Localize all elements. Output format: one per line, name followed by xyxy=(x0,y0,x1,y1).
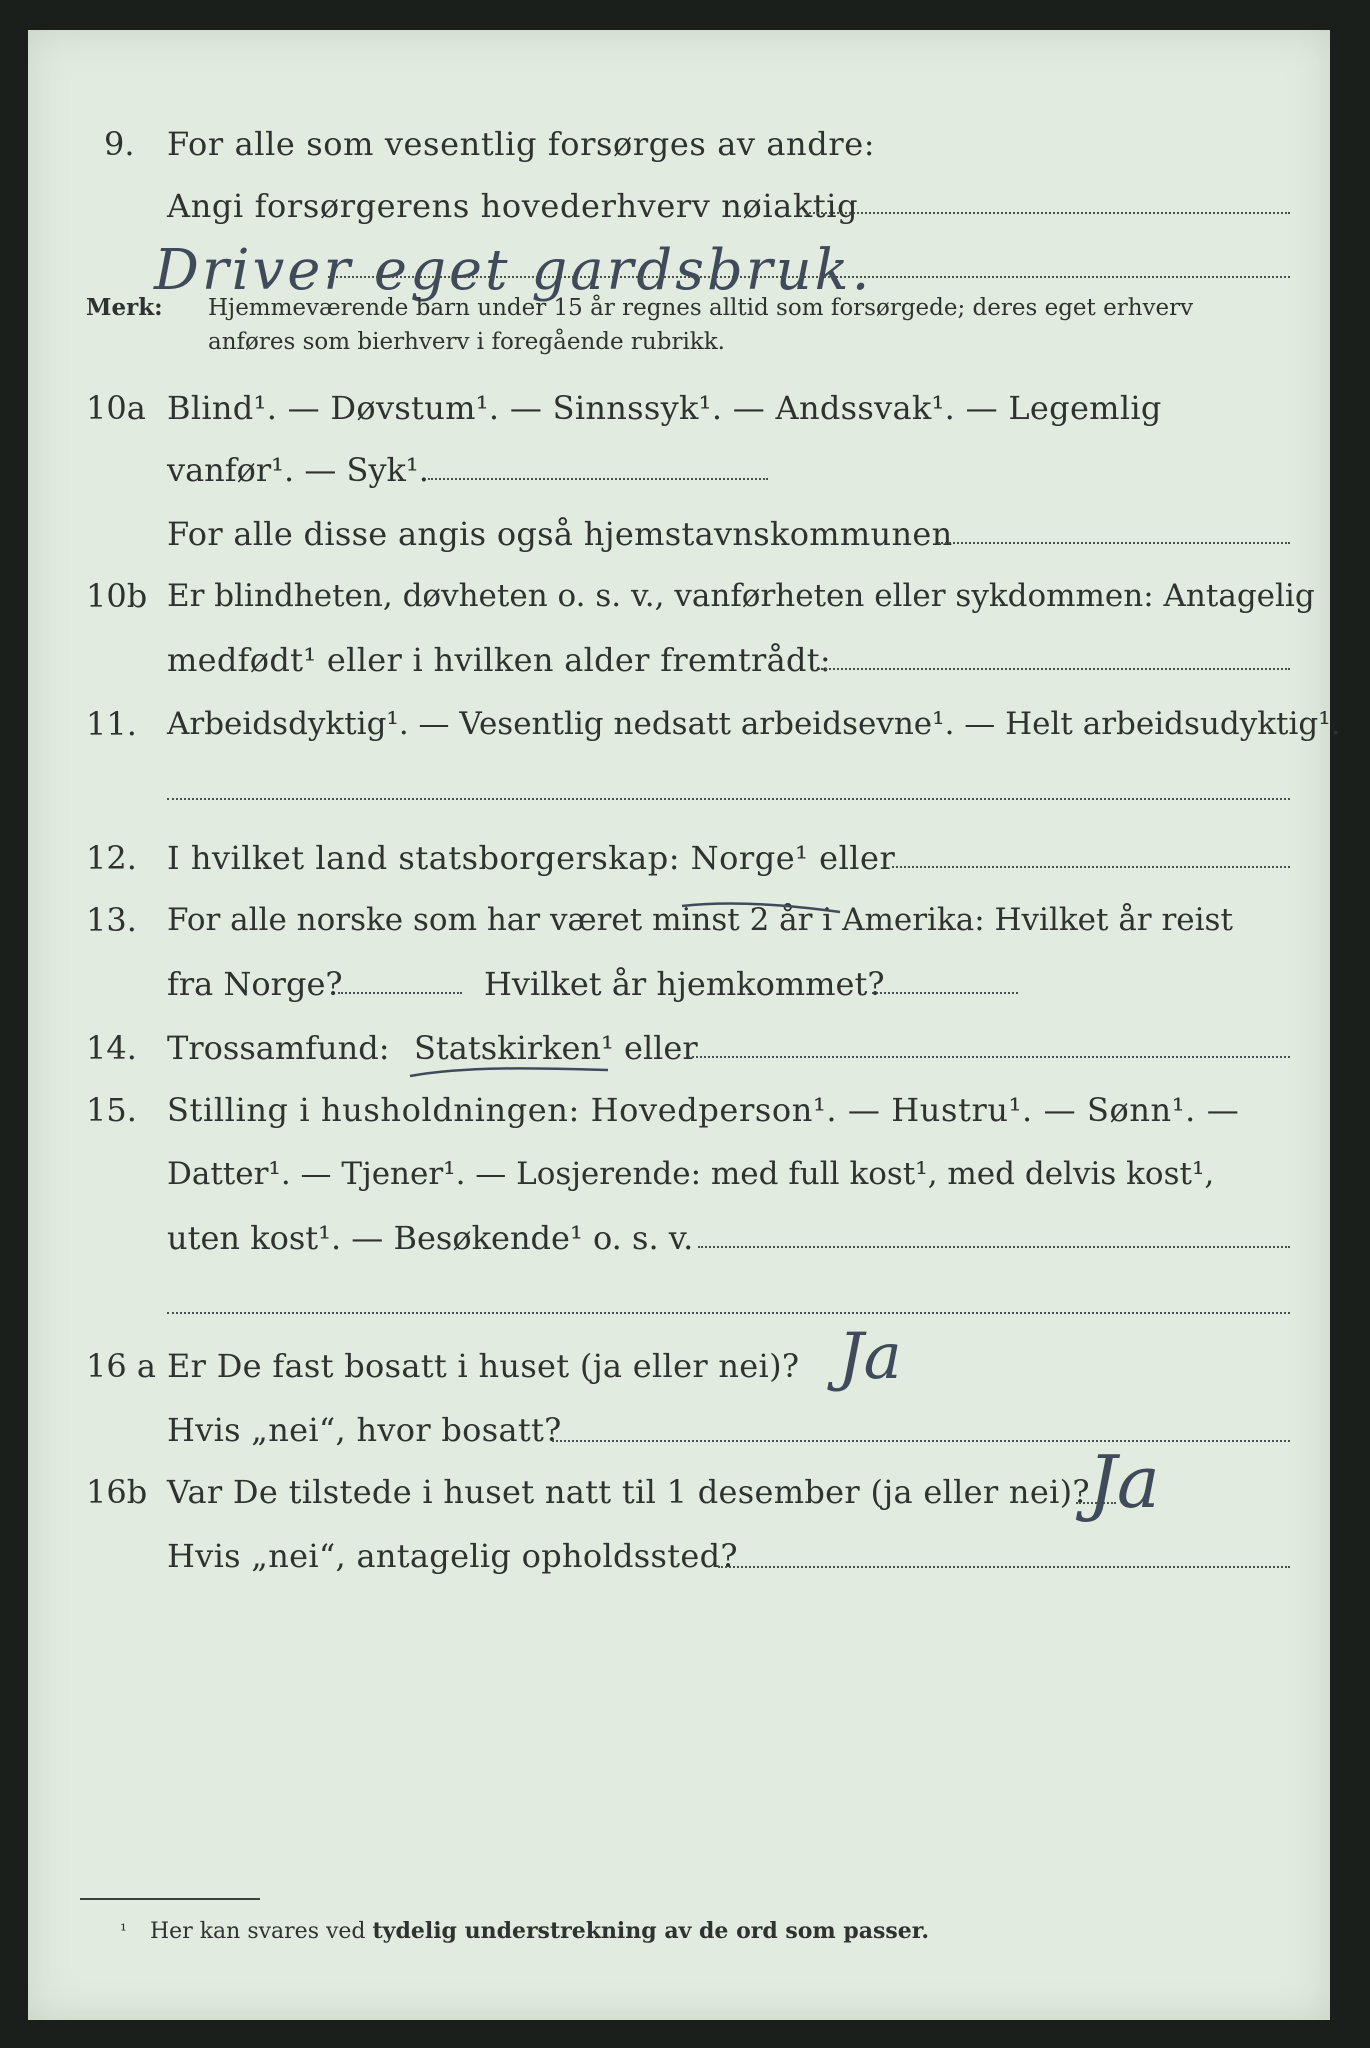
question-14-line-1b: Statskirken¹ eller xyxy=(414,1029,698,1067)
question-15-number: 15. xyxy=(86,1091,137,1129)
merk-label: Merk: xyxy=(86,294,163,321)
footnote-mark: ¹ xyxy=(120,1921,127,1941)
question-10b-line-2: medfødt¹ eller i hvilken alder fremtrådt: xyxy=(167,641,831,679)
question-10a-leader-line-2 xyxy=(938,542,1290,544)
question-11-answer-line xyxy=(167,798,1290,800)
question-16b-line-1: Var De tilstede i huset natt til 1 desember (ja eller nei)? xyxy=(167,1473,1090,1511)
question-9-handwritten-answer: Driver eget gardsbruk. xyxy=(154,238,873,303)
question-13-leader-line-2 xyxy=(872,992,1018,994)
question-16a-leader-line xyxy=(552,1440,1290,1442)
footnote-text-plain: Her kan svares ved xyxy=(150,1919,366,1944)
question-9-line-2: Angi forsørgerens hovederhverv nøiaktig xyxy=(167,187,859,225)
question-13-number: 13. xyxy=(86,901,137,939)
question-10a-line-3: For alle disse angis også hjemstavnskommunen xyxy=(167,515,953,553)
question-12-line-1: I hvilket land statsborgerskap: Norge¹ eller xyxy=(167,839,896,877)
merk-line-1: Hjemmeværende barn under 15 år regnes alltid som forsørgede; deres eget erhverv xyxy=(208,295,1194,321)
question-16a-line-1: Er De fast bosatt i huset (ja eller nei)? xyxy=(167,1347,800,1385)
question-16b-handwritten-answer: Ja xyxy=(1088,1440,1160,1524)
question-14-leader-line xyxy=(688,1056,1290,1058)
question-10a-line-1: Blind¹. — Døvstum¹. — Sinnssyk¹. — Andssvak¹. — Legemlig xyxy=(167,389,1162,427)
question-15-leader-line xyxy=(698,1246,1290,1248)
question-15-line-3: uten kost¹. — Besøkende¹ o. s. v. xyxy=(167,1219,694,1257)
question-10a-number: 10a xyxy=(86,389,146,427)
question-9-leader-line xyxy=(806,212,1290,214)
question-12-number: 12. xyxy=(86,839,137,877)
question-10b-leader-line xyxy=(818,668,1290,670)
question-10b-number: 10b xyxy=(86,577,148,615)
question-15-answer-line xyxy=(167,1312,1290,1314)
question-9-line-1: For alle som vesentlig forsørges av andre: xyxy=(167,125,876,163)
question-12-leader-line xyxy=(892,866,1290,868)
question-13-line-1: For alle norske som har været minst 2 år i Amerika: Hvilket år reist xyxy=(167,902,1233,938)
question-16a-handwritten-answer: Ja xyxy=(838,1320,902,1394)
question-10a-line-2: vanfør¹. — Syk¹. xyxy=(167,451,429,489)
question-9-answer-line xyxy=(328,276,1290,278)
question-14-underline-mark xyxy=(406,1062,616,1084)
footnote-rule xyxy=(80,1898,260,1900)
question-16b-line-2: Hvis „nei“, antagelig opholdssted? xyxy=(167,1537,738,1575)
merk-line-2: anføres som bierhverv i foregående rubrikk. xyxy=(208,329,725,355)
census-form-page xyxy=(28,30,1341,2020)
question-14-line-1a: Trossamfund: xyxy=(167,1029,390,1067)
question-15-line-1: Stilling i husholdningen: Hovedperson¹. — Hustru¹. — Sønn¹. — xyxy=(167,1091,1240,1129)
question-16b-number: 16b xyxy=(86,1473,148,1511)
question-14-number: 14. xyxy=(86,1029,137,1067)
question-16b-leader-line-2 xyxy=(718,1566,1290,1568)
question-11-number: 11. xyxy=(86,705,137,743)
footnote-text xyxy=(150,1916,929,1947)
question-16a-line-2: Hvis „nei“, hvor bosatt? xyxy=(167,1411,562,1449)
question-10a-leader-line-1 xyxy=(428,478,768,480)
question-11-line-1: Arbeidsdyktig¹. — Vesentlig nedsatt arbeidsevne¹. — Helt arbeidsudyktig¹. xyxy=(167,706,1341,742)
question-13-leader-line-1 xyxy=(338,992,462,994)
question-13-line-2a: fra Norge? xyxy=(167,965,343,1003)
question-9-number: 9. xyxy=(104,125,135,163)
question-10b-line-1: Er blindheten, døvheten o. s. v., vanførheten eller sykdommen: Antagelig xyxy=(167,578,1315,614)
question-13-underline-mark xyxy=(678,898,848,922)
question-16a-number: 16 a xyxy=(86,1347,156,1385)
question-13-line-2b: Hvilket år hjemkommet? xyxy=(484,965,885,1003)
footnote-text-bold: tydelig understrekning av de ord som passer. xyxy=(372,1918,930,1944)
question-15-line-2: Datter¹. — Tjener¹. — Losjerende: med full kost¹, med delvis kost¹, xyxy=(167,1156,1215,1192)
